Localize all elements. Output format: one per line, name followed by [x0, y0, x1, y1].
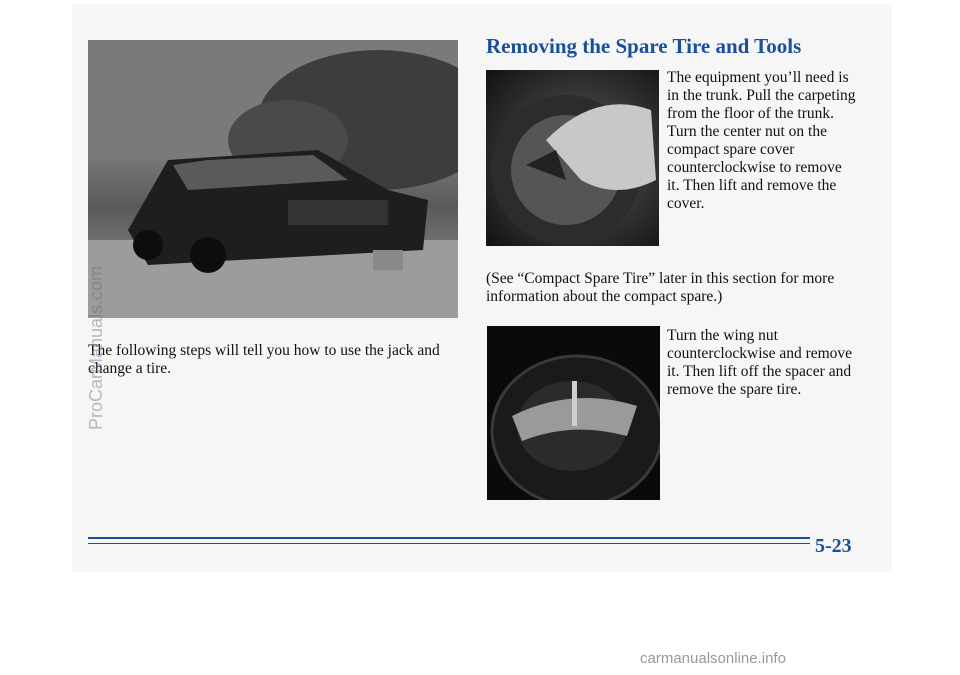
spare-tire-wing-nut-illustration: [487, 326, 660, 500]
wing-nut-photo: [487, 326, 660, 500]
page-number: 5-23: [815, 535, 852, 557]
compact-spare-note: (See “Compact Spare Tire” later in this section for more information about the compact spare.): [486, 270, 835, 305]
side-watermark: ProCarManuals.com: [86, 265, 106, 430]
car-photo: [88, 40, 458, 318]
step1-instructions: The equipment you’ll need is in the trunk. Pull the carpeting from the floor of the trunk. Turn the center nut on the compact spare cover counterclockwise to remove it. Then lift and remove the cover.: [667, 69, 856, 212]
footer-rule-thin: [88, 543, 810, 544]
section-heading: Removing the Spare Tire and Tools: [486, 34, 802, 58]
hand-turning-nut-illustration: [486, 70, 659, 246]
footer-rule-thick: [88, 537, 810, 539]
step2-instructions: Turn the wing nut counterclockwise and remove it. Then lift off the spacer and remove the spare tire.: [667, 327, 853, 398]
intro-paragraph: The following steps will tell you how to use the jack and change a tire.: [88, 342, 440, 377]
car-illustration: [88, 40, 458, 318]
footer-watermark: carmanualsonline.info: [640, 650, 786, 667]
spare-cover-photo: [486, 70, 659, 246]
